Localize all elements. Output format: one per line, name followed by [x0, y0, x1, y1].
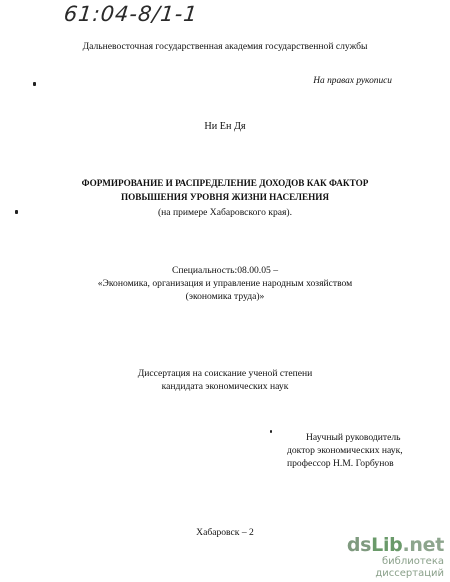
city-year: Хабаровск – 2	[196, 527, 254, 538]
scan-speck	[15, 210, 18, 214]
dissertation-degree-line-2: кандидата экономических наук	[161, 381, 289, 392]
title-line-1: ФОРМИРОВАНИЕ И РАСПРЕДЕЛЕНИЕ ДОХОДОВ КАК ФАКТОР	[81, 178, 369, 188]
specialty-code: Специальность:08.00.05 –	[172, 265, 278, 276]
institution-name: Дальневосточная государственная академия государственной службы	[82, 41, 368, 52]
title-subtitle: (на примере Хабаровского края).	[157, 207, 293, 218]
handwritten-archive-code: 61:04-8/1-1	[62, 2, 200, 26]
rights-note: На правах рукописи	[313, 76, 392, 86]
title-line-2: ПОВЫШЕНИЯ УРОВНЯ ЖИЗНИ НАСЕЛЕНИЯ	[120, 192, 330, 202]
specialty-subname: (экономика труда)»	[185, 291, 265, 302]
dslib-logo: dsLib.net	[346, 534, 444, 556]
scan-speck	[270, 430, 272, 433]
scan-speck	[33, 82, 36, 86]
supervisor-label: Научный руководитель	[306, 432, 401, 443]
supervisor-degree: доктор экономических наук,	[287, 445, 403, 456]
dslib-subtitle: библиотека диссертаций	[375, 556, 444, 579]
supervisor-name: профессор Н.М. Горбунов	[287, 458, 394, 469]
author-name: Ни Ен Дя	[204, 121, 246, 132]
dslib-watermark	[324, 535, 444, 580]
dissertation-degree-line-1: Диссертация на соискание ученой степени	[137, 368, 313, 379]
specialty-name: «Экономика, организация и управление народным хозяйством	[97, 278, 353, 289]
